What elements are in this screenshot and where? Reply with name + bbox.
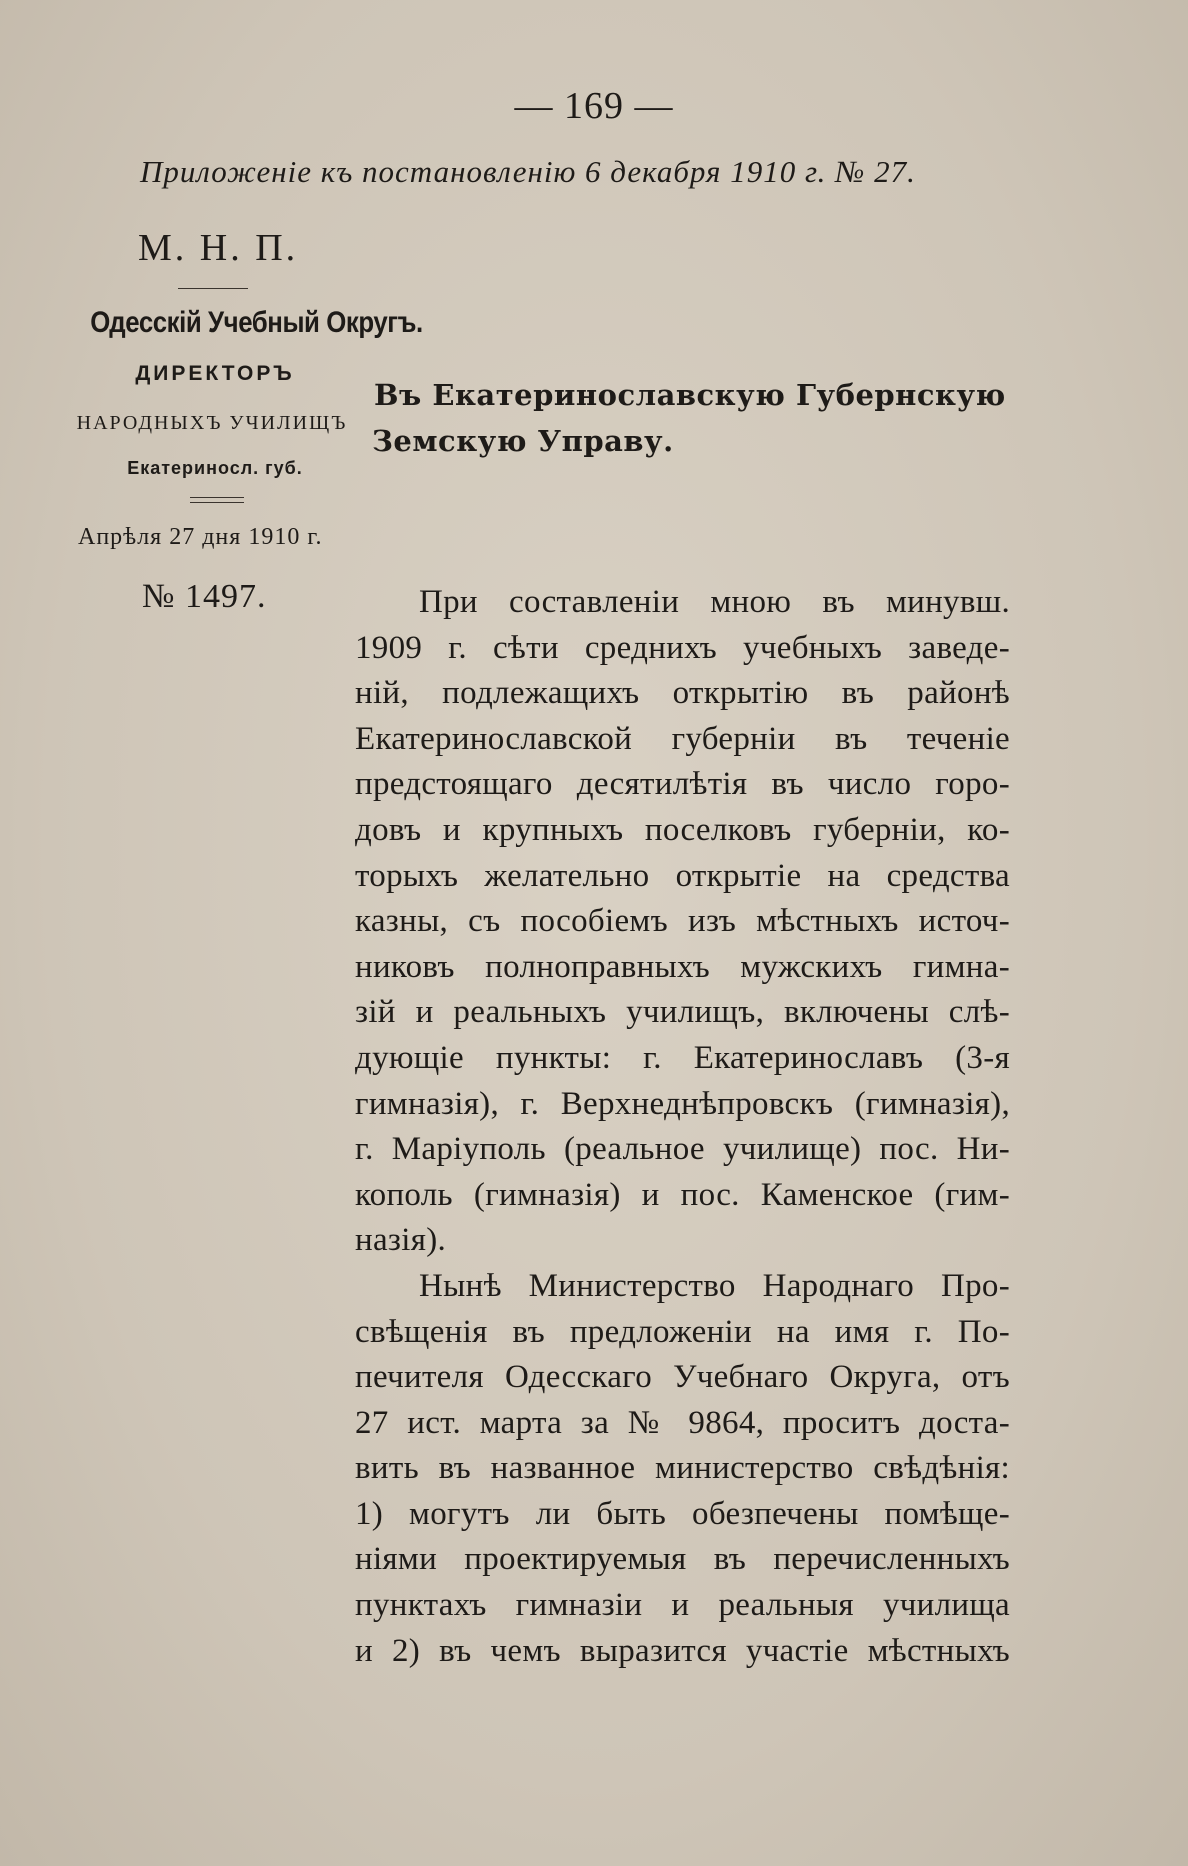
body-line: ніями проектируемыя въ перечисленныхъ <box>355 1541 1010 1578</box>
body-line: и 2) въ чемъ выразится участіе мѣстныхъ <box>355 1632 1010 1669</box>
body-line: 1909 г. сѣти среднихъ учебныхъ заведе- <box>355 629 1010 666</box>
letter-body <box>355 580 1010 1674</box>
document-number: № 1497. <box>142 578 267 615</box>
province: Екатериносл. губ. <box>127 458 303 478</box>
double-divider-rule <box>190 497 244 503</box>
body-line: Екатеринославской губерніи въ теченіе <box>355 720 1010 757</box>
body-line: г. Маріуполь (реальное училище) пос. Ни- <box>355 1131 1010 1168</box>
appendix-note: Приложеніе къ постановленію 6 декабря 1910 г. № 27. <box>140 154 916 189</box>
body-line: свѣщенія въ предложеніи на имя г. По- <box>355 1313 1010 1350</box>
body-line: При составленіи мною въ минувш. <box>419 584 1010 620</box>
body-line: пунктахъ гимназіи и реальныя училища <box>355 1587 1010 1624</box>
body-line: 1) могутъ ли быть обезпечены помѣще- <box>355 1495 1010 1532</box>
director-title: ДИРЕКТОРЪ <box>135 362 295 385</box>
addressee-line-2: Земскую Управу. <box>372 424 674 458</box>
body-line: Нынѣ Министерство Народнаго Про- <box>419 1267 1010 1304</box>
body-line: гимназія), г. Верхнеднѣпровскъ (гимназія), <box>355 1085 1010 1122</box>
schools-title: НАРОДНЫХЪ УЧИЛИЩЪ <box>76 412 348 434</box>
school-district: Одесскій Учебный Округъ. <box>90 306 423 339</box>
body-line: казны, съ пособіемъ изъ мѣстныхъ источ- <box>355 903 1010 940</box>
page-number: — 169 — <box>514 85 674 127</box>
body-line: 27 ист. марта за № 9864, проситъ доста- <box>355 1404 1010 1441</box>
body-line: предстоящаго десятилѣтія въ число горо- <box>355 766 1010 803</box>
body-line: никовъ полноправныхъ мужскихъ гимна- <box>355 948 1010 985</box>
body-line: печителя Одесскаго Учебнаго Округа, отъ <box>355 1359 1010 1396</box>
addressee <box>374 372 1034 464</box>
ministry-abbreviation: М. Н. П. <box>138 227 299 269</box>
body-line: кополь (гимназія) и пос. Каменское (гим- <box>355 1176 1010 1213</box>
body-line: зій и реальныхъ училищъ, включены слѣ- <box>355 994 1010 1031</box>
body-line: торыхъ желательно открытіе на средства <box>355 857 1010 894</box>
addressee-line-1: Въ Екатеринославскую Губернскую <box>374 378 1006 412</box>
divider-rule <box>178 288 248 289</box>
body-line: довъ и крупныхъ поселковъ губерніи, ко- <box>355 811 1010 848</box>
letter-date: Апрѣля 27 дня 1910 г. <box>78 524 323 550</box>
body-line: дующіе пункты: г. Екатеринославъ (3-я <box>355 1039 1010 1076</box>
body-line: ній, подлежащихъ открытію въ районѣ <box>355 675 1010 712</box>
body-line: назія). <box>355 1222 447 1259</box>
body-line: вить въ названное министерство свѣдѣнія: <box>355 1450 1010 1487</box>
